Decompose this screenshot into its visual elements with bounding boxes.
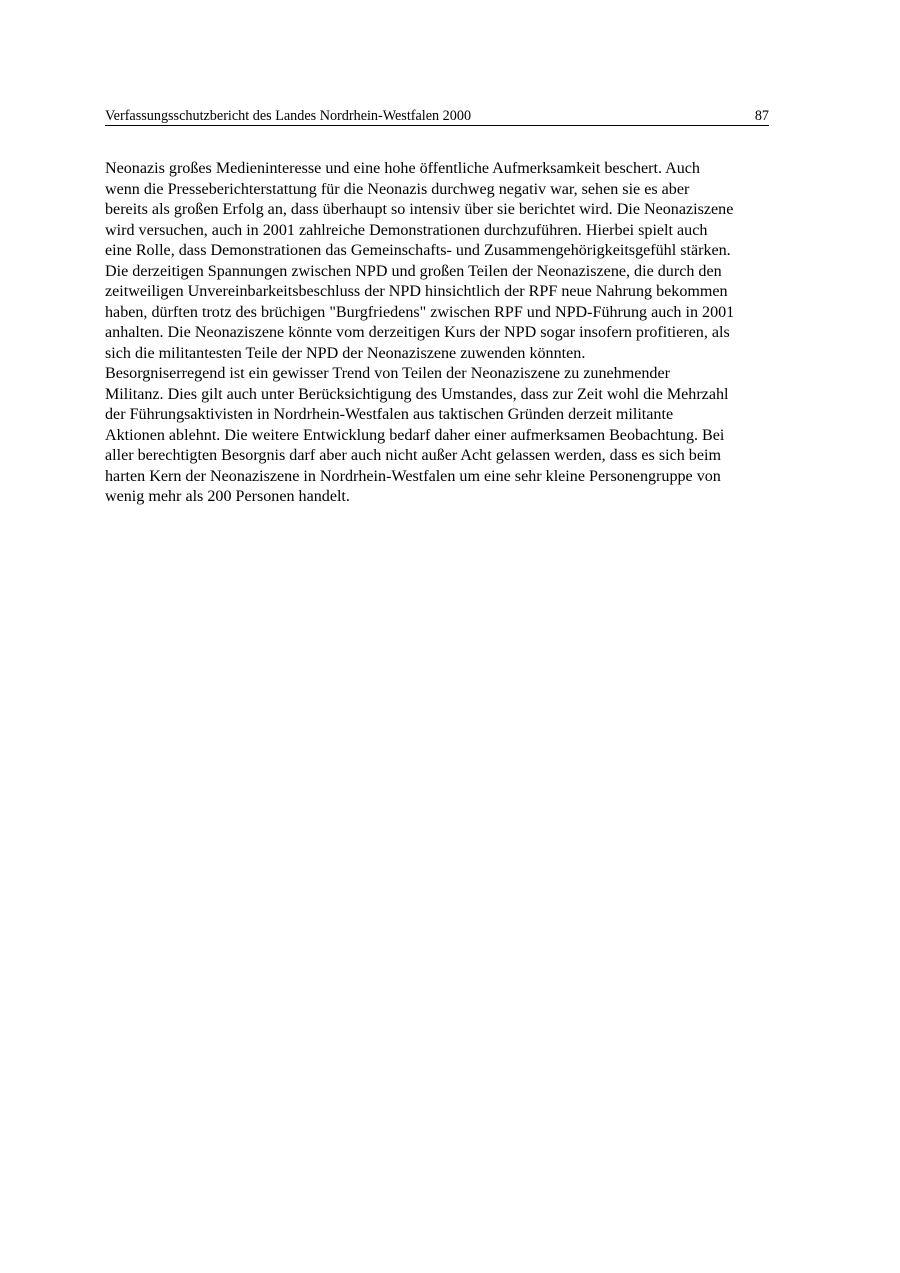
text-line: Die derzeitigen Spannungen zwischen NPD und großen Teilen der Neonaziszene, die durch den: [105, 262, 722, 280]
running-header: [105, 107, 769, 126]
text-line: harten Kern der Neonaziszene in Nordrhein-Westfalen um eine sehr kleine Personengruppe von: [105, 467, 721, 485]
text-line: sich die militantesten Teile der NPD der Neonaziszene zuwenden könnten.: [105, 344, 586, 362]
text-line: wenn die Presseberichterstattung für die Neonazis durchweg negativ war, sehen sie es aber: [105, 180, 690, 198]
text-line: anhalten. Die Neonaziszene könnte vom derzeitigen Kurs der NPD sogar insofern profitieren, als: [105, 324, 730, 341]
text-line: wenig mehr als 200 Personen handelt.: [105, 488, 350, 505]
text-line: Militanz. Dies gilt auch unter Berücksichtigung des Umstandes, dass zur Zeit wohl die Mehrzahl: [105, 385, 729, 403]
text-line: Besorgniserregend ist ein gewisser Trend von Teilen der Neonaziszene zu zunehmender: [105, 365, 670, 382]
text-line: wird versuchen, auch in 2001 zahlreiche Demonstrationen durchzuführen. Hierbei spielt auch: [105, 221, 708, 239]
text-line: bereits als großen Erfolg an, dass überhaupt so intensiv über sie berichtet wird. Die Neonaziszene: [105, 201, 734, 218]
text-line: aller berechtigten Besorgnis darf aber auch nicht außer Acht gelassen werden, dass es sich beim: [105, 447, 721, 464]
header-title: Verfassungsschutzbericht des Landes Nordrhein-Westfalen 2000: [105, 108, 472, 124]
text-line: Aktionen ablehnt. Die weitere Entwicklung bedarf daher einer aufmerksamen Beobachtung. Bei: [105, 426, 725, 444]
text-line: der Führungsaktivisten in Nordrhein-Westfalen aus taktischen Gründen derzeit militante: [105, 406, 674, 423]
text-line: Neonazis großes Medieninteresse und eine hohe öffentliche Aufmerksamkeit beschert. Auch: [105, 160, 700, 177]
body-text: [105, 159, 805, 508]
text-line: haben, dürften trotz des brüchigen "Burgfriedens" zwischen RPF und NPD-Führung auch in 2001: [105, 303, 735, 321]
page-number: 87: [754, 108, 769, 124]
text-line: eine Rolle, dass Demonstrationen das Gemeinschafts- und Zusammengehörigkeitsgefühl stärken.: [105, 242, 731, 259]
text-line: zeitweiligen Unvereinbarkeitsbeschluss der NPD hinsichtlich der RPF neue Nahrung bekommen: [105, 283, 728, 300]
